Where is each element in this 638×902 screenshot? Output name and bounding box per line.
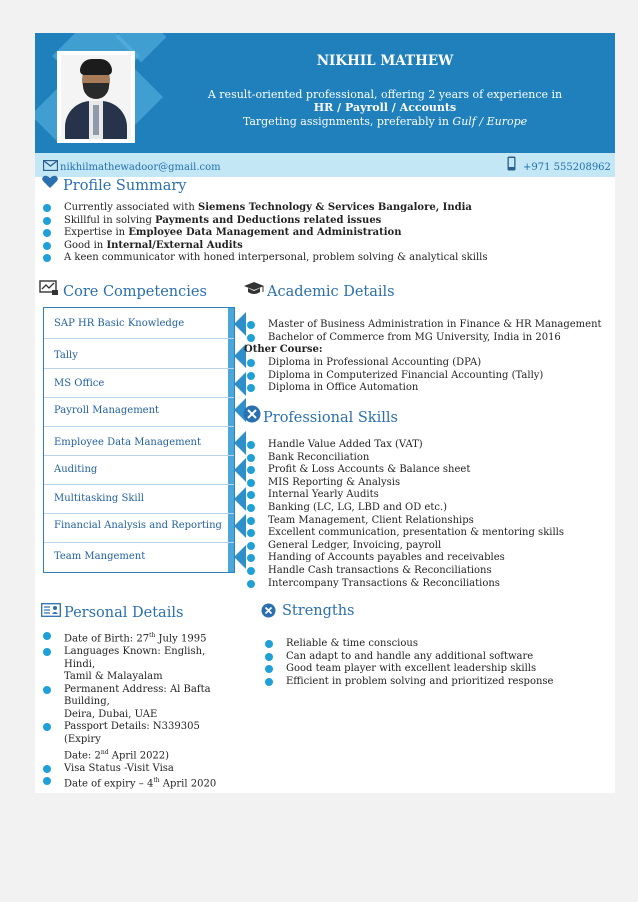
list-item: Permanent Address: Al Bafta Building, Deira, Dubai, UAE xyxy=(39,684,235,722)
tagline-line-3: Targeting assignments, preferably in Gulf / Europe xyxy=(242,115,528,128)
strengths-list xyxy=(261,638,601,688)
list-item: Internal Yearly Audits xyxy=(243,489,613,502)
strengths-icon xyxy=(261,603,276,618)
competency-item: Employee Data Management xyxy=(54,437,201,448)
list-item: A keen communicator with honed interpersonal, problem solving & analytical skills xyxy=(39,252,599,265)
list-item: Diploma in Professional Accounting (DPA) xyxy=(243,357,613,370)
competency-item: MS Office xyxy=(54,378,105,389)
competency-item: Auditing xyxy=(54,464,98,475)
list-item: Intercompany Transactions & Reconciliations xyxy=(243,578,613,591)
id-card-icon xyxy=(41,603,61,617)
profile-photo-frame xyxy=(57,51,135,143)
list-item: Languages Known: English, Hindi, Tamil & Malayalam xyxy=(39,646,235,684)
list-item: Currently associated with Siemens Technology & Services Bangalore, India xyxy=(39,202,599,215)
tagline-line-2: HR / Payroll / Accounts xyxy=(313,101,457,114)
list-item: Date of Birth: 27th July 1995 xyxy=(39,630,235,646)
target-region: Gulf / Europe xyxy=(452,115,528,128)
list-item: Handing of Accounts payables and receivables xyxy=(243,552,613,565)
monitor-chart-icon xyxy=(39,280,59,296)
list-item: Diploma in Computerized Financial Accounting (Tally) xyxy=(243,370,613,383)
competency-item: Multitasking Skill xyxy=(54,493,144,504)
phone-number[interactable]: +971 555208962 xyxy=(523,162,611,173)
phone-icon xyxy=(507,156,516,171)
resume-header xyxy=(35,33,615,153)
list-item: Banking (LC, LG, LBD and OD etc.) xyxy=(243,502,613,515)
contact-bar xyxy=(35,153,615,177)
list-item: Team Management, Client Relationships xyxy=(243,515,613,528)
list-item: Master of Business Administration in Finance & HR Management xyxy=(243,319,613,332)
heart-hands-icon xyxy=(41,175,59,189)
competency-item: Payroll Management xyxy=(54,405,160,416)
competencies-box xyxy=(43,307,235,573)
candidate-name: NIKHIL MATHEW xyxy=(316,53,454,69)
list-item: Can adapt to and handle any additional software xyxy=(261,651,601,664)
list-item: Reliable & time conscious xyxy=(261,638,601,651)
competency-item: Tally xyxy=(54,350,78,361)
list-item: Date of expiry – 4th April 2020 xyxy=(39,775,235,791)
list-item: Diploma in Office Automation xyxy=(243,382,613,395)
list-item: Skillful in solving Payments and Deductions related issues xyxy=(39,215,599,228)
list-item: Expertise in Employee Data Management and Administration xyxy=(39,227,599,240)
list-item: General Ledger, Invoicing, payroll xyxy=(243,540,613,553)
list-item: Excellent communication, presentation & mentoring skills xyxy=(243,527,613,540)
list-item: Handle Cash transactions & Reconciliations xyxy=(243,565,613,578)
list-item: Profit & Loss Accounts & Balance sheet xyxy=(243,464,613,477)
list-item: Good team player with excellent leadership skills xyxy=(261,663,601,676)
personal-details-list xyxy=(39,630,235,791)
academic-list xyxy=(243,319,613,344)
academic-details-heading: Academic Details xyxy=(267,284,395,300)
professional-skills-heading: Professional Skills xyxy=(263,410,398,426)
list-item: MIS Reporting & Analysis xyxy=(243,477,613,490)
list-item: Good in Internal/External Audits xyxy=(39,240,599,253)
profile-photo xyxy=(61,55,131,139)
graduation-cap-icon xyxy=(243,281,265,297)
list-item: Bank Reconciliation xyxy=(243,452,613,465)
tools-icon xyxy=(243,405,261,423)
competency-item: SAP HR Basic Knowledge xyxy=(54,318,185,329)
tagline-line-1: A result-oriented professional, offering 2 years of experience in xyxy=(207,88,563,101)
mail-icon xyxy=(43,160,58,171)
list-item: Handle Value Added Tax (VAT) xyxy=(243,439,613,452)
list-item: Passport Details: N339305 (Expiry Date: 2nd April 2022) xyxy=(39,721,235,762)
list-item: Bachelor of Commerce from MG University, India in 2016 xyxy=(243,332,613,345)
resume-page xyxy=(35,33,615,793)
competency-item: Financial Analysis and Reporting xyxy=(54,520,222,531)
personal-details-heading: Personal Details xyxy=(64,605,184,621)
list-item: Efficient in problem solving and prioritized response xyxy=(261,676,601,689)
profile-summary-heading: Profile Summary xyxy=(63,178,187,194)
competency-item: Team Mangement xyxy=(54,551,146,562)
email-link[interactable]: nikhilmathewadoor@gmail.com xyxy=(60,162,221,173)
other-course-label: Other Course: xyxy=(244,344,323,355)
professional-skills-list xyxy=(243,439,613,590)
core-competencies-heading: Core Competencies xyxy=(63,284,207,300)
strengths-heading: Strengths xyxy=(282,603,355,619)
other-course-list xyxy=(243,357,613,395)
list-item: Visa Status -Visit Visa xyxy=(39,763,235,776)
profile-summary-list xyxy=(39,202,599,265)
